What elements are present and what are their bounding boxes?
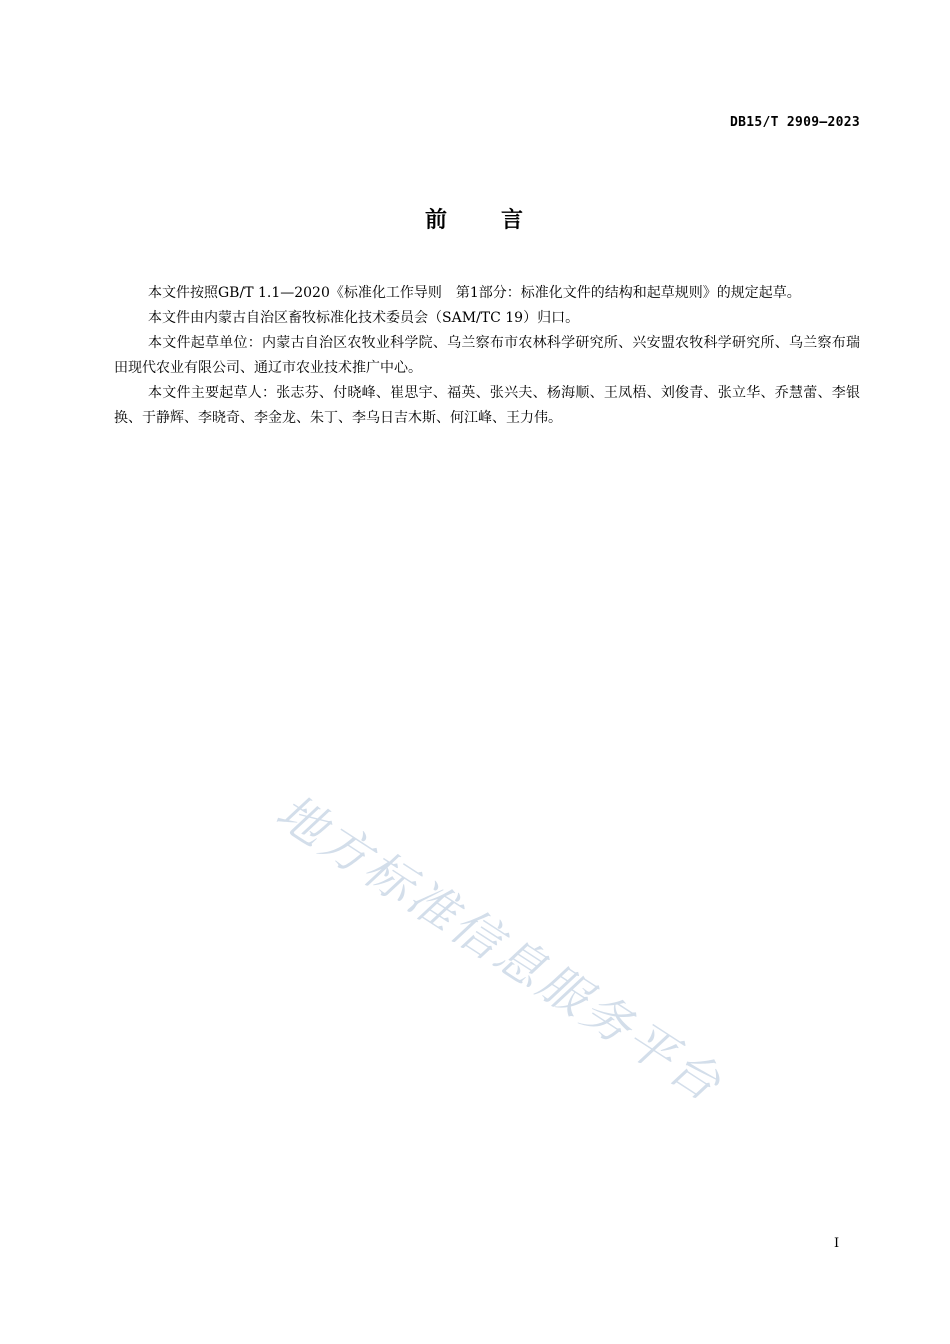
- paragraph-drafters: 本文件主要起草人：张志芬、付晓峰、崔思宇、福英、张兴夫、杨海顺、王凤梧、刘俊青、张立华、乔慧蕾、李银换、于静辉、李晓奇、李金龙、朱丁、李乌日吉木斯、何江峰、王力伟。: [114, 385, 860, 426]
- title-char-1: 前: [424, 208, 449, 233]
- paragraph-committee: 本文件由内蒙古自治区畜牧标准化技术委员会（SAM/TC 19）归口。: [148, 310, 580, 326]
- section-title: [0, 203, 950, 234]
- document-code: DB15/T 2909—2023: [729, 115, 860, 130]
- paragraph-drafting-rules: 本文件按照GB/T 1.1—2020《标准化工作导则 第1部分：标准化文件的结构和起草规则》的规定起草。: [148, 285, 801, 301]
- title-char-2: 言: [501, 208, 526, 233]
- watermark: 地方标准信息服务平台: [266, 783, 733, 1114]
- paragraph-drafting-units: 本文件起草单位：内蒙古自治区农牧业科学院、乌兰察布市农林科学研究所、兴安盟农牧科学研究所、乌兰察布瑞田现代农业有限公司、通辽市农业技术推广中心。: [114, 335, 860, 376]
- foreword-body: [114, 281, 860, 431]
- page-number: I: [834, 1236, 840, 1251]
